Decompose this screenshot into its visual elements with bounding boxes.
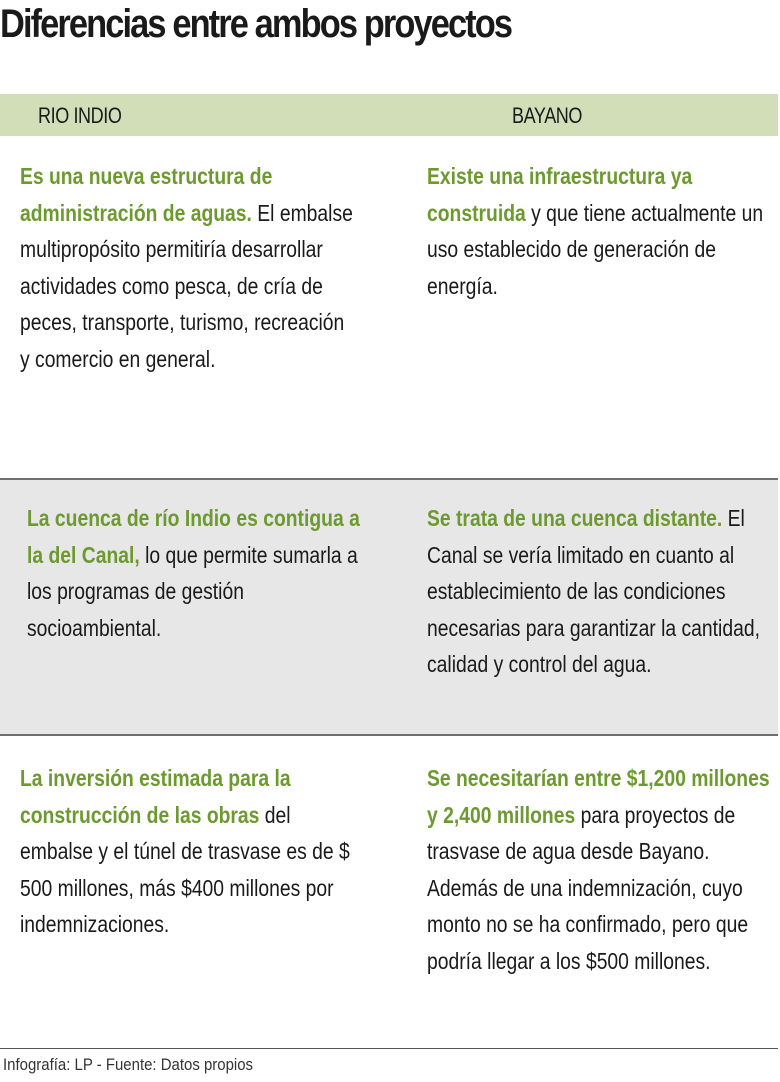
highlight-text: La cuenca de río Indio es contigua a la del Canal,: [27, 505, 360, 568]
bayano-cell-2: [427, 500, 780, 683]
column-header-band: [0, 94, 778, 136]
footer-divider: [0, 1048, 778, 1049]
rio-indio-cell-2: [27, 500, 380, 646]
body-text: El embalse multipropósito permitiría desarrollar actividades como pesca, de cría de peces, transporte, turismo, recreación y comercio en general.: [20, 199, 353, 372]
rio-indio-cell-1: [20, 158, 356, 377]
highlight-text: La inversión estimada para la construcción de las obras: [20, 765, 291, 828]
highlight-text: Existe una infraestructura ya construida: [427, 163, 693, 226]
bayano-cell-1: [427, 158, 767, 304]
column-header-rio-indio: RIO INDIO: [38, 103, 122, 128]
body-text: para proyectos de trasvase de agua desde Bayano. Además de una indemnización, cuyo monto no se ha confirmado, pero que podría llegar a los $500 millones.: [427, 801, 749, 974]
column-header-bayano: BAYANO: [512, 103, 583, 128]
comparison-row-2: [0, 480, 778, 734]
credits-footer: Infografía: LP - Fuente: Datos propios: [3, 1055, 254, 1074]
comparison-row-3: [0, 736, 778, 1046]
highlight-text: Es una nueva estructura de administración de aguas.: [20, 163, 273, 226]
comparison-row-1: [0, 136, 778, 478]
body-text: El Canal se vería limitado en cuanto al establecimiento de las condiciones necesarias para garantizar la cantidad, calidad y control del agua.: [427, 505, 760, 677]
body-text: y que tiene actualmente un uso establecido de generación de energía.: [427, 199, 764, 299]
page-title: Diferencias entre ambos proyectos: [0, 2, 512, 46]
highlight-text: Se necesitarían entre $1,200 millones y 2,400 millones: [427, 765, 770, 828]
bayano-cell-3: [427, 760, 771, 979]
body-text: lo que permite sumarla a los programas de gestión socioambiental.: [27, 541, 358, 641]
highlight-text: Se trata de una cuenca distante.: [427, 505, 723, 531]
body-text: del embalse y el túnel de trasvase es de $ 500 millones, más $400 millones por indemnizaciones.: [20, 801, 350, 937]
rio-indio-cell-3: [20, 760, 369, 943]
